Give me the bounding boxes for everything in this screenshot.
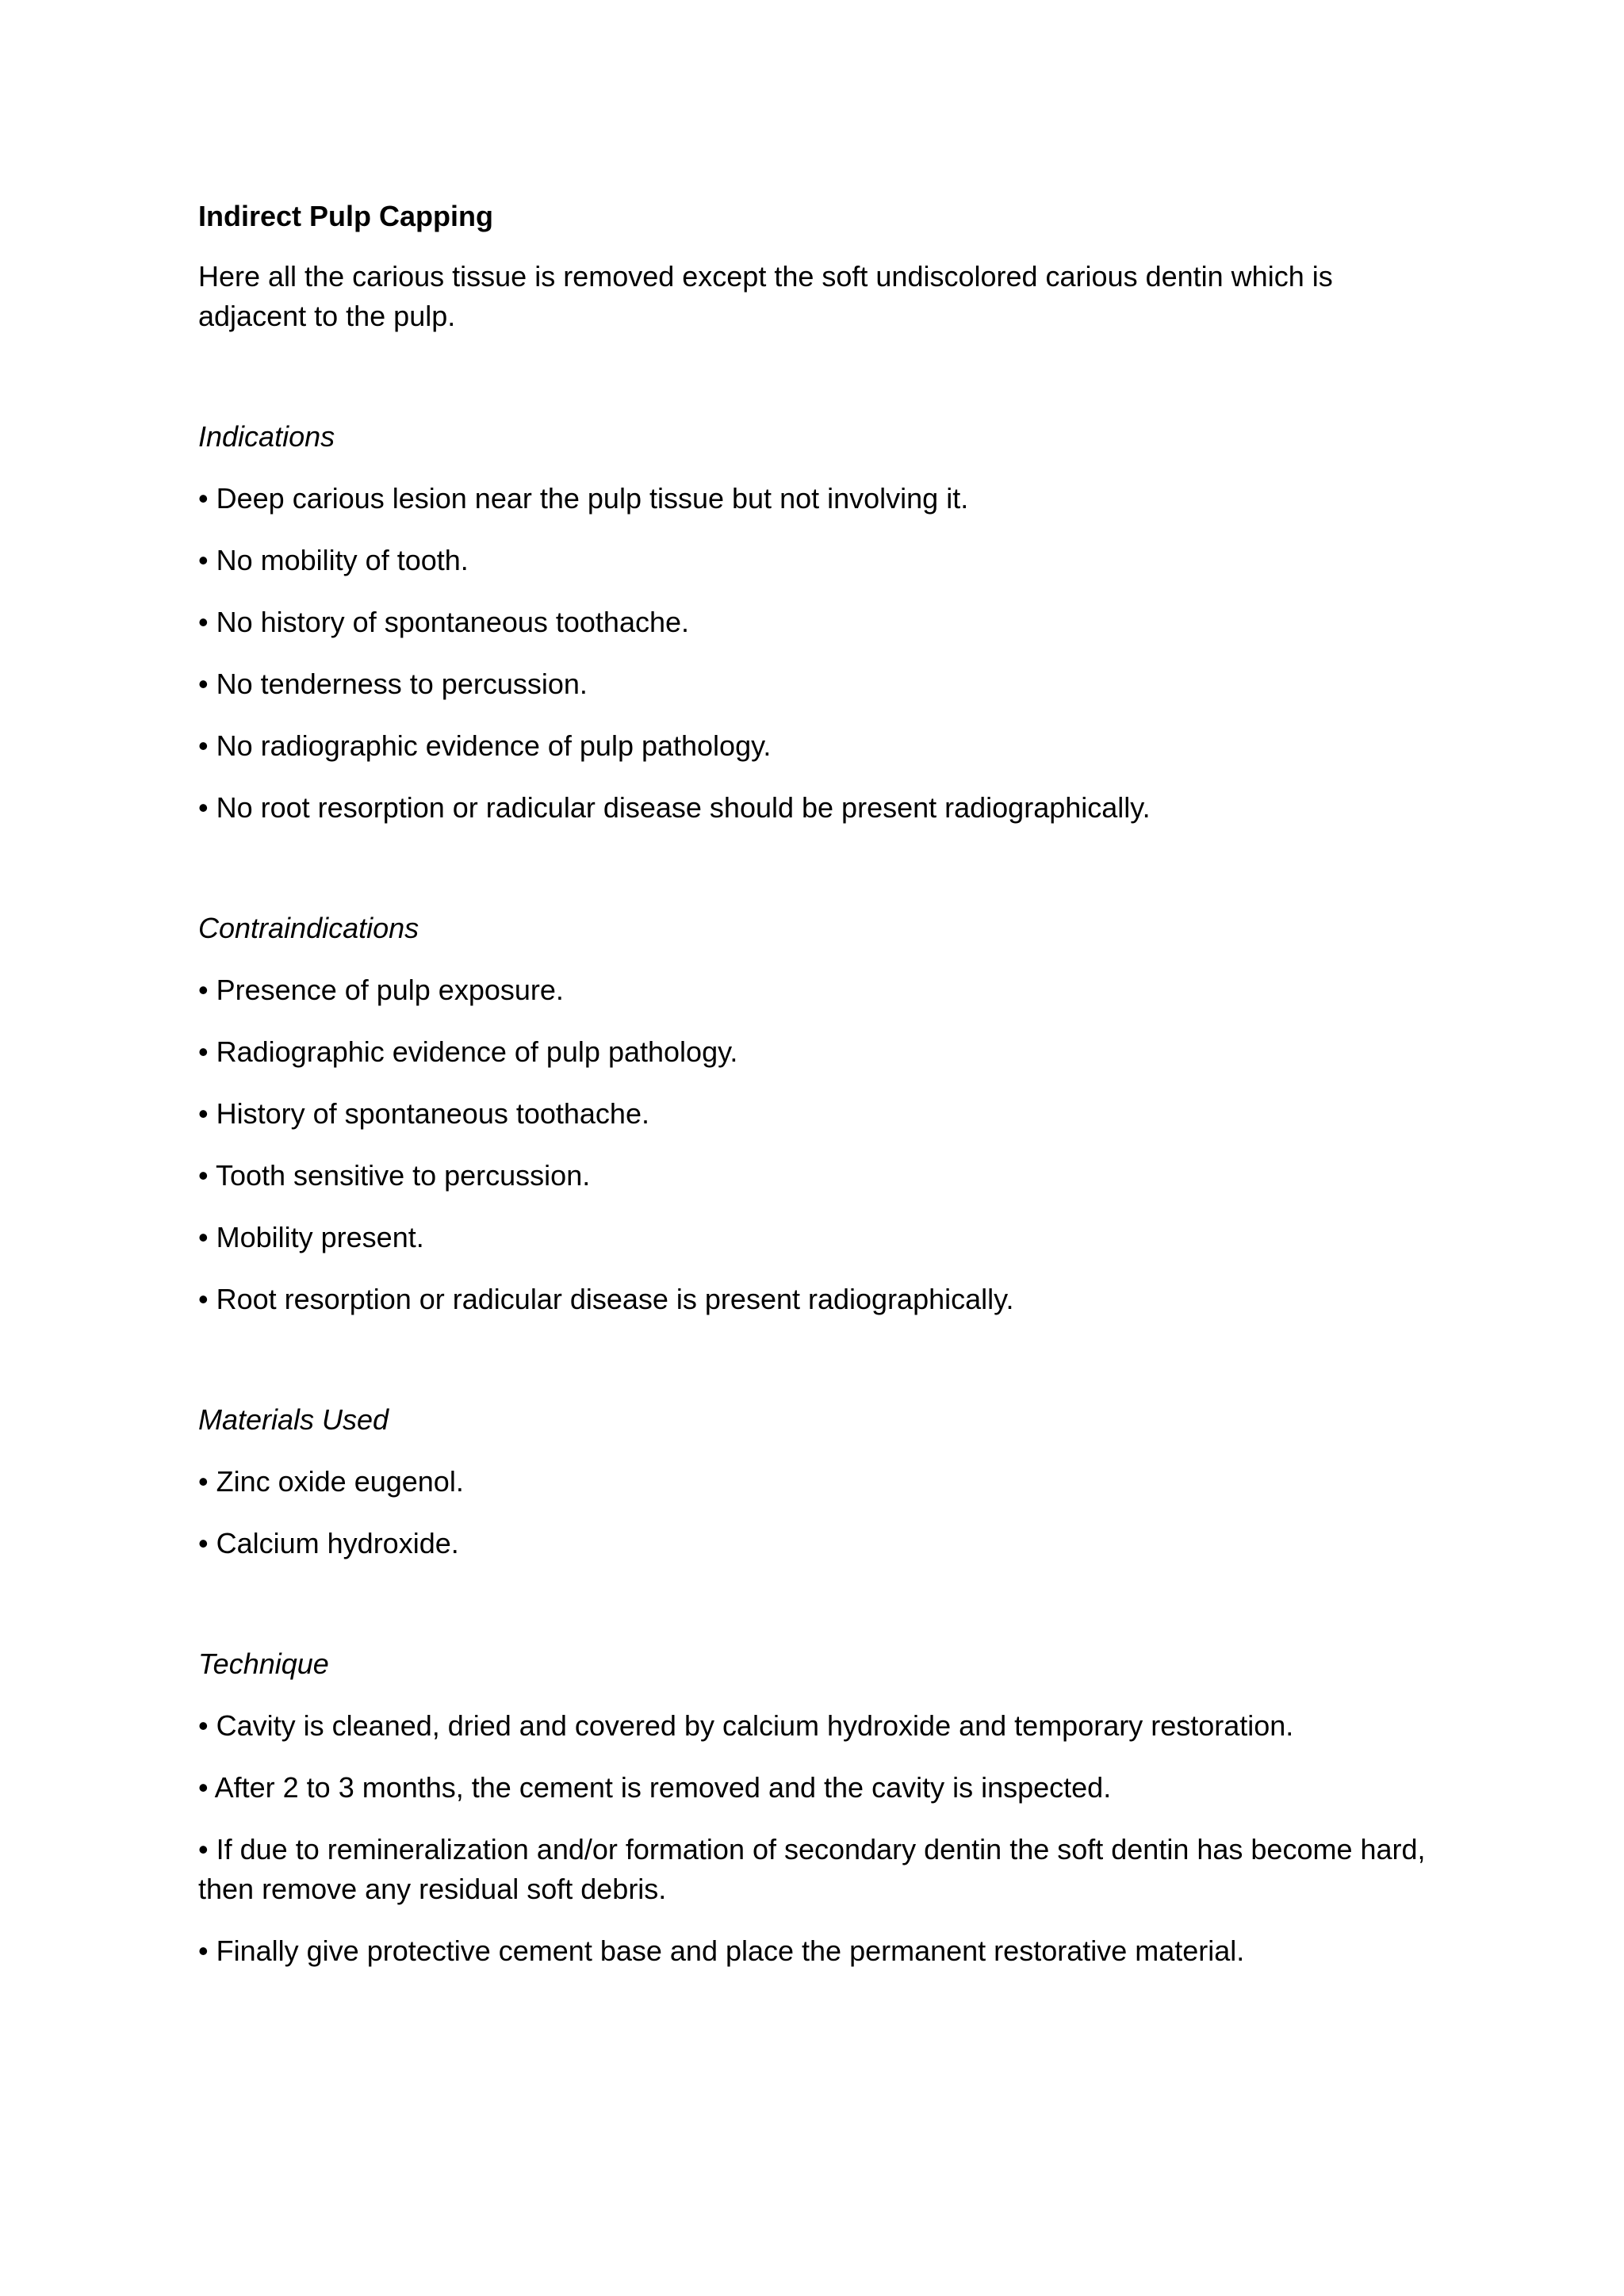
section-indications	[198, 417, 1435, 828]
list-item	[198, 1280, 1435, 1319]
list-item	[198, 726, 1435, 766]
bullet-list	[198, 1706, 1435, 1971]
list-item	[198, 664, 1435, 704]
list-item-text: Cavity is cleaned, dried and covered by calcium hydroxide and temporary restoration.	[216, 1709, 1294, 1742]
list-item	[198, 1706, 1435, 1746]
bullet-icon: •	[198, 668, 209, 700]
list-item	[198, 1218, 1435, 1257]
bullet-icon: •	[198, 1527, 209, 1559]
list-item	[198, 1032, 1435, 1072]
list-item-text: No mobility of tooth.	[216, 544, 469, 576]
list-item	[198, 1094, 1435, 1134]
intro-paragraph: Here all the carious tissue is removed except the soft undiscolored carious dentin which is adjacent to the pulp.	[198, 260, 1333, 332]
list-item-text: Root resorption or radicular disease is present radiographically.	[216, 1283, 1014, 1315]
bullet-icon: •	[198, 1097, 209, 1130]
list-item-text: Calcium hydroxide.	[216, 1527, 459, 1559]
list-item	[198, 970, 1435, 1010]
bullet-list	[198, 1462, 1435, 1563]
bullet-icon: •	[198, 606, 209, 638]
list-item-text: Finally give protective cement base and place the permanent restorative material.	[216, 1934, 1245, 1967]
section-heading: Technique	[198, 1647, 329, 1680]
section-heading: Materials Used	[198, 1403, 389, 1436]
list-item	[198, 603, 1435, 642]
document-title: Indirect Pulp Capping	[198, 200, 494, 232]
list-item	[198, 1156, 1435, 1196]
list-item	[198, 1931, 1435, 1971]
list-item	[198, 1768, 1435, 1808]
document-page	[198, 197, 1435, 1971]
list-item-text: No history of spontaneous toothache.	[216, 606, 690, 638]
list-item	[198, 1830, 1435, 1909]
list-item-text: Radiographic evidence of pulp pathology.	[216, 1035, 738, 1068]
list-item-text: Mobility present.	[216, 1221, 424, 1253]
list-item	[198, 788, 1435, 828]
list-item	[198, 479, 1435, 519]
list-item-text: Zinc oxide eugenol.	[216, 1465, 464, 1498]
list-item-text: After 2 to 3 months, the cement is removed and the cavity is inspected.	[214, 1771, 1112, 1804]
bullet-icon: •	[198, 1709, 209, 1742]
list-item-text: Tooth sensitive to percussion.	[215, 1159, 591, 1192]
bullet-icon: •	[198, 1221, 209, 1253]
bullet-icon: •	[198, 482, 209, 515]
list-item-text: If due to remineralization and/or formation of secondary dentin the soft dentin has become hard, then remove any residual soft debris.	[198, 1833, 1426, 1905]
bullet-icon: •	[198, 1283, 209, 1315]
bullet-icon: •	[198, 544, 209, 576]
list-item-text: No root resorption or radicular disease should be present radiographically.	[216, 791, 1151, 824]
bullet-icon: •	[198, 1934, 209, 1967]
list-item-text: No tenderness to percussion.	[216, 668, 588, 700]
list-item	[198, 541, 1435, 580]
section-heading: Indications	[198, 420, 335, 453]
bullet-icon: •	[198, 1465, 209, 1498]
section-materials-used	[198, 1400, 1435, 1563]
bullet-icon: •	[198, 1035, 209, 1068]
list-item-text: No radiographic evidence of pulp pathology.	[216, 729, 772, 762]
bullet-icon: •	[198, 729, 209, 762]
bullet-icon: •	[198, 1833, 209, 1866]
bullet-icon: •	[198, 1771, 209, 1804]
list-item-text: History of spontaneous toothache.	[216, 1097, 649, 1130]
bullet-list	[198, 970, 1435, 1319]
list-item	[198, 1462, 1435, 1502]
bullet-icon: •	[198, 1159, 209, 1192]
section-technique	[198, 1644, 1435, 1971]
bullet-list	[198, 479, 1435, 828]
list-item	[198, 1524, 1435, 1563]
bullet-icon: •	[198, 974, 209, 1006]
section-contraindications	[198, 909, 1435, 1319]
list-item-text: Presence of pulp exposure.	[216, 974, 564, 1006]
section-heading: Contraindications	[198, 912, 419, 944]
list-item-text: Deep carious lesion near the pulp tissue but not involving it.	[216, 482, 969, 515]
bullet-icon: •	[198, 791, 209, 824]
